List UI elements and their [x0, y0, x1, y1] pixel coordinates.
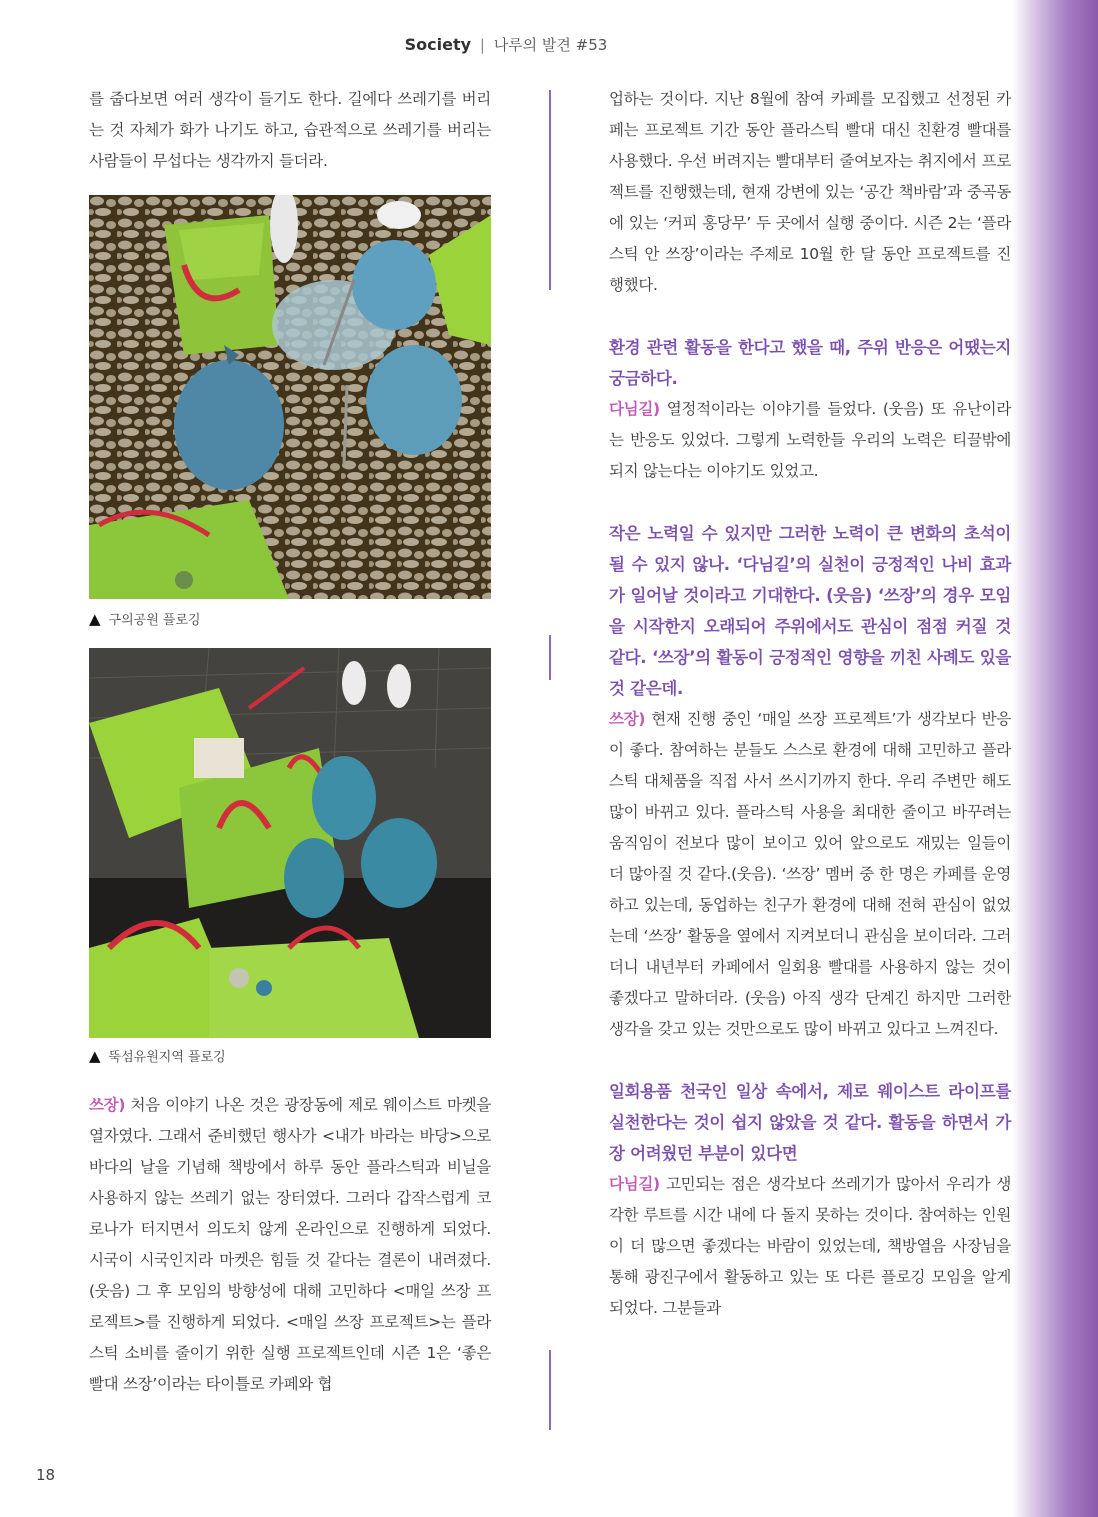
triangle-icon: ▲: [89, 610, 101, 628]
column-divider-middle: [549, 635, 551, 680]
left-intro-paragraph: 를 줍다보면 여러 생각이 들기도 한다. 길에다 쓰레기를 버리는 것 자체가 화가 나기도 하고, 습관적으로 쓰레기를 버리는 사람들이 무섭다는 생각까지 들더라.: [89, 90, 491, 170]
speaker-label: 쓰장): [609, 710, 646, 728]
question-1: 환경 관련 활동을 한다고 했을 때, 주위 반응은 어땠는지 궁금하다.: [609, 338, 1011, 388]
photo-park-caption: ▲ 구의공원 플로깅: [89, 610, 201, 628]
answer-text: 처음 이야기 나온 것은 광장동에 제로 웨이스트 마켓을 열자였다. 그래서 준비했던 행사가 <내가 바라는 바당>으로 바다의 날을 기념해 책방에서 하루 동안 플라스틱과 비닐을 사용하지 않는 쓰레기 없는 장터였다. 그러다 갑작스럽게 코로나가 터지면서 의도치 않게 온라인으로 진행하게 되었다. 시국이 시국인지라 마켓은 힘들 것 같다는 결론이 내려졌다. (웃음) 그 후 모임의 방향성에 대해 고민하다 <매일 쓰장 프로젝트>를 진행하게 되었다. <매일 쓰장 프로젝트>는 플라스틱 소비를 줄이기 위한 실행 프로젝트인데 시즌 1은 ‘좋은 빨대 쓰장’이라는 타이틀로 카페와 협: [89, 1096, 491, 1393]
photo-park-plogging: [89, 195, 491, 599]
answer-2: 쓰장) 현재 진행 중인 ‘매일 쓰장 프로젝트’가 생각보다 반응이 좋다. 참여하는 분들도 스스로 환경에 대해 고민하고 플라스틱 대체품을 직접 사서 쓰시기까지 한다. 우리 주변만 해도 많이 바뀌고 있다. 플라스틱 사용을 최대한 줄이고 바꾸려는 움직임이 전보다 많이 보이고 있어 앞으로도 재밌는 일들이 더 많아질 것 같다.(웃음). ‘쓰장’ 멤버 중 한 명은 카페를 운영하고 있는데, 동업하는 친구가 환경에 대해 전혀 관심이 없었는데 ‘쓰장’ 활동을 옆에서 지켜보더니 관심을 보이더라. 그러더니 내년부터 카페에서 일회용 빨대를 사용하지 않는 것이 좋겠다고 말하더라. (웃음) 아직 생각 단계긴 하지만 그러한 생각을 갖고 있는 것만으로도 많이 바뀌고 있다고 느껴진다.: [609, 710, 1011, 1038]
left-column: [89, 84, 491, 177]
answer-1: 다님길) 열정적이라는 이야기를 들었다. (웃음) 또 유난이라는 반응도 있었다. 그렇게 노력한들 우리의 노력은 티끌밖에 되지 않는다는 이야기도 있었고.: [609, 400, 1011, 480]
page-header: [0, 34, 1012, 55]
photo-ttukseom-plogging: [89, 648, 491, 1038]
section-title: Society: [404, 35, 472, 54]
left-answer-block: [89, 1090, 491, 1400]
right-column: [609, 84, 1011, 1324]
question-3: 일회용품 천국인 일상 속에서, 제로 웨이스트 라이프를 실천한다는 것이 쉽지 않았을 것 같다. 활동을 하면서 가장 어려웠던 부분이 있다면: [609, 1082, 1011, 1163]
speaker-label: 다님길): [609, 400, 660, 418]
page-number: 18: [36, 1466, 56, 1484]
header-separator: |: [479, 36, 485, 54]
speaker-label: 다님길): [609, 1175, 660, 1193]
column-divider-top: [549, 90, 551, 290]
series-title: 나루의 발견 #53: [493, 36, 608, 54]
triangle-icon: ▲: [89, 1047, 101, 1065]
photo-ttukseom-caption: ▲ 뚝섬유원지역 플로깅: [89, 1047, 226, 1065]
decorative-side-band: [1012, 0, 1098, 1517]
answer-3: 다님길) 고민되는 점은 생각보다 쓰레기가 많아서 우리가 생각한 루트를 시간 내에 다 돌지 못하는 것이다. 참여하는 인원이 더 많으면 좋겠다는 바람이 있었는데, 책방열음 사장님을 통해 광진구에서 활동하고 있는 또 다른 플로깅 모임을 알게 되었다. 그분들과: [609, 1175, 1011, 1317]
column-divider-bottom: [549, 1350, 551, 1430]
answer-paragraph: [89, 1090, 491, 1400]
speaker-label: 쓰장): [89, 1096, 126, 1114]
right-continued-paragraph: 업하는 것이다. 지난 8월에 참여 카페를 모집했고 선정된 카페는 프로젝트 기간 동안 플라스틱 빨대 대신 친환경 빨대를 사용했다. 우선 버려지는 빨대부터 줄여보자는 취지에서 프로젝트를 진행했는데, 현재 강변에 있는 ‘공간 책바람’과 중곡동에 있는 ‘커피 홍당무’ 두 곳에서 실행 중이다. 시즌 2는 ‘플라스틱 안 쓰장’이라는 주제로 10월 한 달 동안 프로젝트를 진행했다.: [609, 90, 1011, 294]
question-2: 작은 노력일 수 있지만 그러한 노력이 큰 변화의 초석이 될 수 있지 않나. ‘다님길’의 실천이 긍정적인 나비 효과가 일어날 것이라고 기대한다. (웃음) ‘쓰장’의 경우 모임을 시작한지 오래되어 주위에서도 관심이 점점 커질 것 같다. ‘쓰장’의 활동이 긍정적인 영향을 끼친 사례도 있을 것 같은데.: [609, 524, 1011, 698]
